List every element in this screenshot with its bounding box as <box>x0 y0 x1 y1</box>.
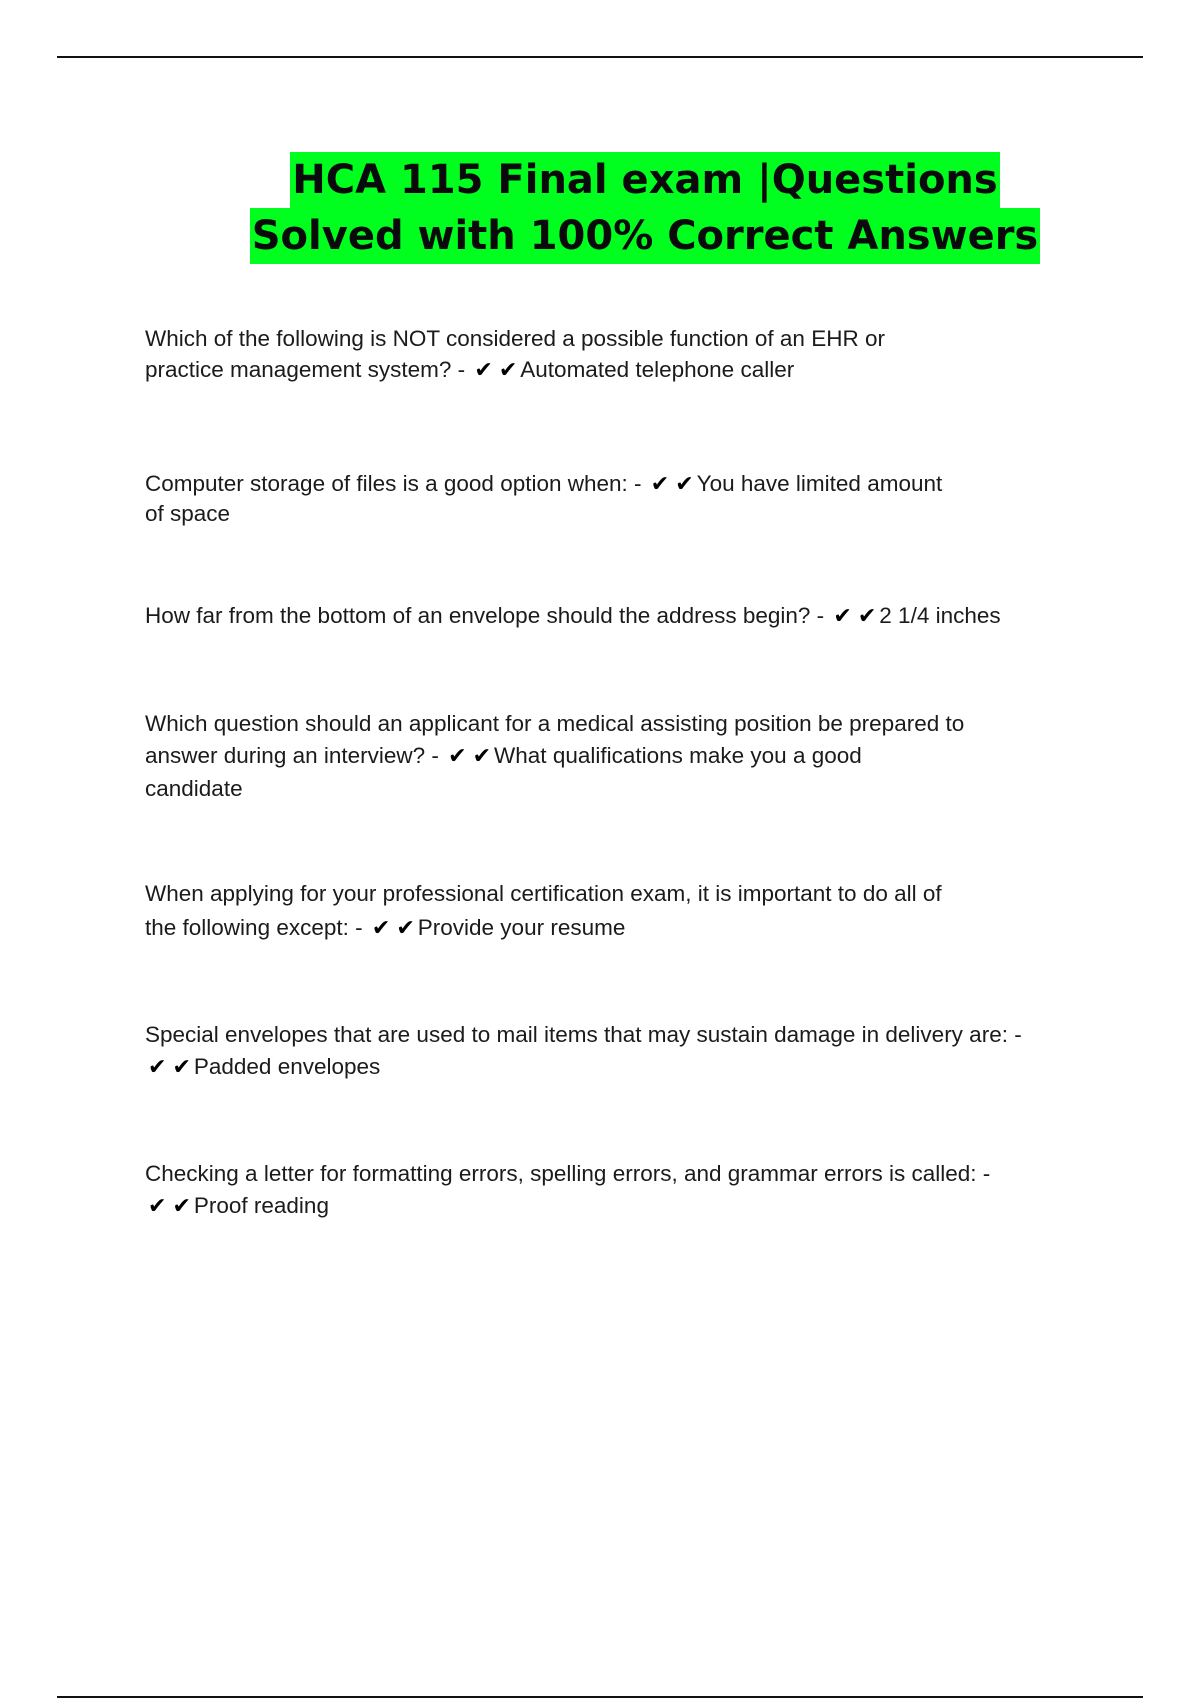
qa-item-5 <box>145 877 1095 946</box>
title-line-1: HCA 115 Final exam |Questions <box>290 152 999 208</box>
answer-text: of space <box>145 501 231 526</box>
question-text: practice management system? - <box>145 357 466 382</box>
check-icon: ✔ <box>675 472 694 497</box>
check-icon: ✔ <box>172 1055 191 1080</box>
check-icon: ✔ <box>650 472 670 497</box>
question-text: How far from the bottom of an envelope should the address begin? - <box>145 603 825 628</box>
title-line-2: Solved with 100% Correct Answers <box>250 208 1040 264</box>
question-text: Computer storage of files is a good option when: - <box>145 471 642 496</box>
answer-text: 2 1/4 inches <box>879 603 1001 628</box>
header-rule <box>57 56 1143 58</box>
check-icon: ✔ <box>172 1194 191 1219</box>
answer-text: What qualifications make you a good <box>494 743 862 768</box>
qa-item-3 <box>145 600 1095 632</box>
check-icon: ✔ <box>371 916 391 941</box>
answer-text: candidate <box>145 776 243 801</box>
check-icon: ✔ <box>448 744 467 769</box>
answer-text: Automated telephone caller <box>520 357 795 382</box>
qa-item-1 <box>145 323 1095 386</box>
answer-text: Padded envelopes <box>193 1054 381 1079</box>
check-icon: ✔ <box>148 1055 167 1080</box>
qa-item-6 <box>145 1019 1095 1084</box>
qa-item-4 <box>145 708 1095 805</box>
check-icon: ✔ <box>148 1194 167 1219</box>
answer-text: Proof reading <box>193 1193 329 1218</box>
question-text: Special envelopes that are used to mail items that may sustain damage in delivery are: - <box>145 1022 1022 1047</box>
answer-text: You have limited amount <box>696 471 943 496</box>
question-text: the following except: - <box>145 915 363 940</box>
check-icon: ✔ <box>396 916 415 941</box>
footer-rule <box>57 1696 1143 1698</box>
question-text: Checking a letter for formatting errors, spelling errors, and grammar errors is called: - <box>145 1161 991 1186</box>
check-icon: ✔ <box>833 604 852 629</box>
question-text: Which of the following is NOT considered a possible function of an EHR or <box>145 326 885 351</box>
qa-item-7 <box>145 1158 1095 1223</box>
question-text: answer during an interview? - <box>145 743 439 768</box>
check-icon: ✔ <box>498 358 518 383</box>
check-icon: ✔ <box>472 744 492 769</box>
question-text: Which question should an applicant for a medical assisting position be prepared to <box>145 711 965 736</box>
qa-item-2 <box>145 469 1095 528</box>
check-icon: ✔ <box>857 604 877 629</box>
answer-text: Provide your resume <box>417 915 626 940</box>
check-icon: ✔ <box>474 358 493 383</box>
document-title <box>0 152 1200 264</box>
question-text: When applying for your professional certification exam, it is important to do all of <box>145 881 942 906</box>
